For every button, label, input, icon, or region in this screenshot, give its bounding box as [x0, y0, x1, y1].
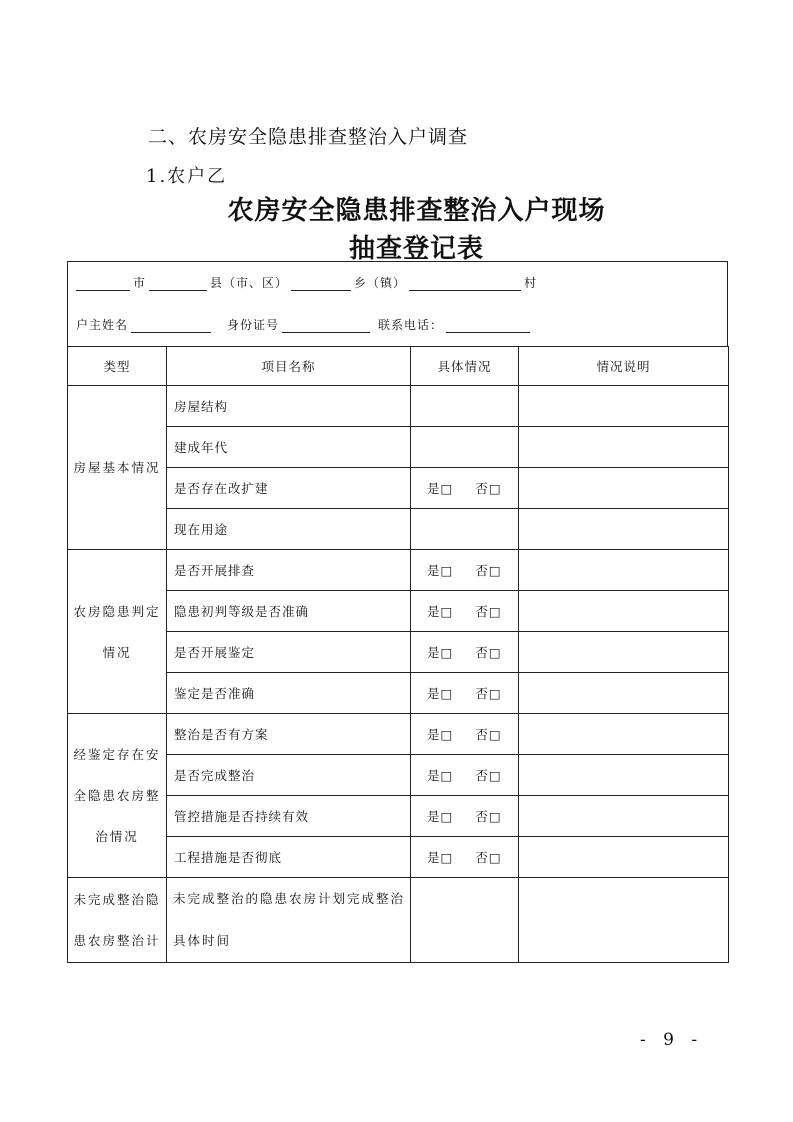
category-label-line: 全隐患农房整: [73, 788, 161, 803]
table-row: [68, 550, 729, 591]
note-cell[interactable]: [519, 837, 729, 878]
yes-no-cell: [411, 673, 519, 714]
table-row: [68, 673, 729, 714]
category-label: 房屋基本情况: [73, 460, 161, 475]
county-blank[interactable]: [149, 276, 207, 291]
table-row: [68, 878, 729, 963]
id-number-blank[interactable]: [282, 318, 370, 333]
item-cell: 是否完成整治: [167, 755, 411, 796]
no-checkbox[interactable]: 否□: [475, 809, 502, 824]
table-row: [68, 468, 729, 509]
no-checkbox[interactable]: 否□: [475, 850, 502, 865]
note-cell[interactable]: [519, 878, 729, 963]
phone-label: 联系电话：: [378, 318, 444, 332]
yes-checkbox[interactable]: 是□: [427, 604, 454, 619]
col-header-detail: 具体情况: [411, 347, 519, 386]
registration-table: [67, 346, 729, 963]
item-cell: 现在用途: [167, 509, 411, 550]
category-label-line: 经鉴定存在安: [73, 747, 161, 762]
yes-checkbox[interactable]: 是□: [427, 768, 454, 783]
category-label-line: 农房隐患判定: [73, 603, 161, 619]
table-row: [68, 509, 729, 550]
yes-no-cell: [411, 796, 519, 837]
phone-blank[interactable]: [446, 318, 530, 333]
city-blank[interactable]: [76, 276, 130, 291]
township-blank[interactable]: [291, 276, 351, 291]
table-row: [68, 386, 729, 427]
no-checkbox[interactable]: 否□: [475, 563, 502, 578]
detail-cell[interactable]: [411, 878, 519, 963]
item-cell: 管控措施是否持续有效: [167, 796, 411, 837]
item-cell: 隐患初判等级是否准确: [167, 591, 411, 632]
yes-no-cell: [411, 755, 519, 796]
yes-no-cell: [411, 468, 519, 509]
category-label-line: 情况: [102, 644, 132, 660]
section-heading: 二、农房安全隐患排查整治入户调查: [148, 126, 469, 148]
yes-no-cell: [411, 837, 519, 878]
no-checkbox[interactable]: 否□: [475, 686, 502, 701]
yes-checkbox[interactable]: 是□: [427, 686, 454, 701]
item-cell: 工程措施是否彻底: [167, 837, 411, 878]
form-header-box: [67, 261, 728, 346]
note-cell[interactable]: [519, 714, 729, 755]
township-label: 乡（镇）: [354, 276, 407, 290]
id-number-label: 身份证号: [227, 318, 280, 332]
yes-checkbox[interactable]: 是□: [427, 727, 454, 742]
col-header-note: 情况说明: [519, 347, 729, 386]
category-cell: [68, 550, 167, 714]
yes-no-cell: [411, 632, 519, 673]
note-cell[interactable]: [519, 427, 729, 468]
item-cell: 建成年代: [167, 427, 411, 468]
note-cell[interactable]: [519, 550, 729, 591]
note-cell[interactable]: [519, 468, 729, 509]
item-cell: 是否开展排查: [167, 550, 411, 591]
table-row: [68, 837, 729, 878]
category-cell: [68, 386, 167, 550]
location-line: [76, 274, 537, 291]
note-cell[interactable]: [519, 796, 729, 837]
category-label-line: 未完成整治隐: [73, 892, 161, 907]
detail-cell[interactable]: [411, 386, 519, 427]
village-label: 村: [524, 276, 538, 290]
note-cell[interactable]: [519, 632, 729, 673]
table-header-row: [68, 347, 729, 386]
city-label: 市: [133, 276, 147, 290]
no-checkbox[interactable]: 否□: [475, 768, 502, 783]
table-row: [68, 755, 729, 796]
household-line: [76, 316, 533, 333]
yes-checkbox[interactable]: 是□: [427, 809, 454, 824]
item-cell: [167, 878, 411, 963]
item-cell: 是否存在改扩建: [167, 468, 411, 509]
note-cell[interactable]: [519, 673, 729, 714]
detail-cell[interactable]: [411, 509, 519, 550]
detail-cell[interactable]: [411, 427, 519, 468]
village-blank[interactable]: [409, 276, 521, 291]
table-row: [68, 427, 729, 468]
no-checkbox[interactable]: 否□: [475, 727, 502, 742]
yes-checkbox[interactable]: 是□: [427, 850, 454, 865]
item-cell: 鉴定是否准确: [167, 673, 411, 714]
note-cell[interactable]: [519, 509, 729, 550]
item-cell: 整治是否有方案: [167, 714, 411, 755]
yes-no-cell: [411, 591, 519, 632]
owner-name-blank[interactable]: [131, 318, 211, 333]
table-row: [68, 796, 729, 837]
table-row: [68, 591, 729, 632]
item-label-line: 具体时间: [173, 933, 232, 948]
category-cell: [68, 878, 167, 963]
page-number: - 9 -: [640, 1030, 704, 1050]
item-cell: 是否开展鉴定: [167, 632, 411, 673]
yes-checkbox[interactable]: 是□: [427, 563, 454, 578]
yes-no-cell: [411, 550, 519, 591]
item-label-line: 未完成整治的隐患农房计划完成整治: [173, 891, 406, 906]
form-title-line2: 抽查登记表: [348, 234, 484, 264]
yes-no-cell: [411, 714, 519, 755]
table-row: [68, 632, 729, 673]
category-cell: [68, 714, 167, 878]
yes-checkbox[interactable]: 是□: [427, 645, 454, 660]
owner-name-label: 户主姓名: [76, 318, 129, 332]
note-cell[interactable]: [519, 755, 729, 796]
col-header-item: 项目名称: [167, 347, 411, 386]
form-title-line1: 农房安全隐患排查整治入户现场: [227, 196, 606, 226]
no-checkbox[interactable]: 否□: [475, 481, 502, 496]
no-checkbox[interactable]: 否□: [475, 604, 502, 619]
note-cell[interactable]: [519, 386, 729, 427]
category-label-line: 治情况: [95, 829, 139, 844]
item-cell: 房屋结构: [167, 386, 411, 427]
col-header-type: 类型: [68, 347, 167, 386]
yes-checkbox[interactable]: 是□: [427, 481, 454, 496]
category-label-line: 患农房整治计: [73, 933, 161, 948]
county-label: 县（市、区）: [210, 276, 289, 290]
note-cell[interactable]: [519, 591, 729, 632]
table-row: [68, 714, 729, 755]
no-checkbox[interactable]: 否□: [475, 645, 502, 660]
sub-heading: 1.农户乙: [146, 166, 228, 187]
